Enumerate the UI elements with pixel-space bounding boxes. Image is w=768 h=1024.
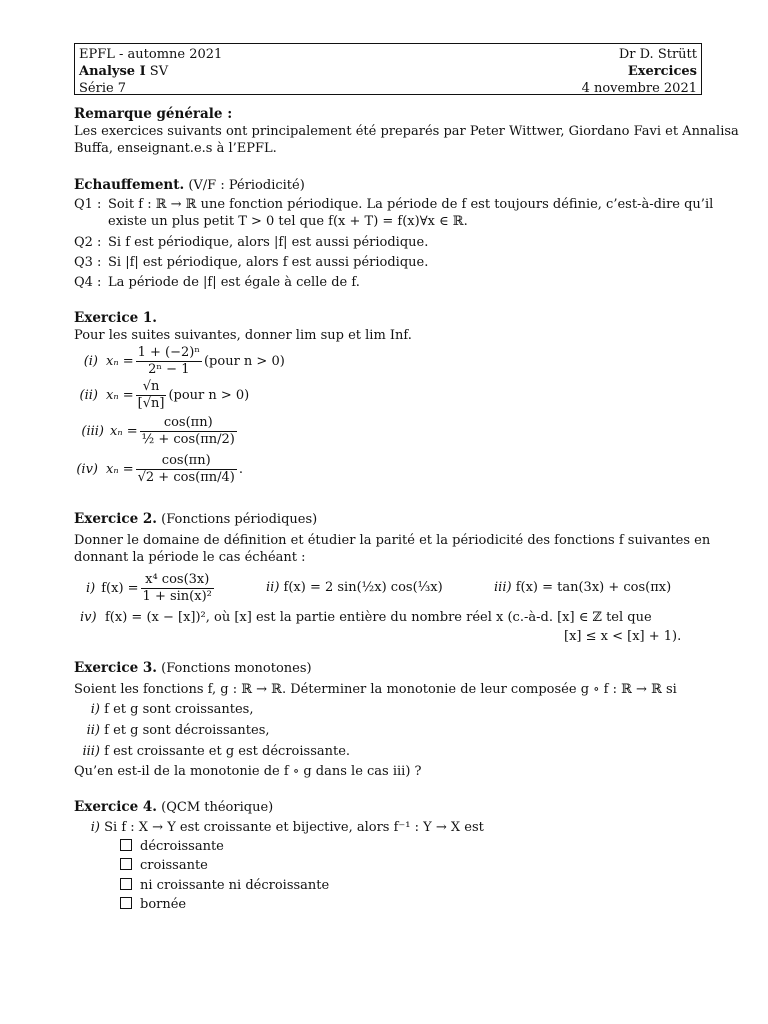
q4-text: La période de |f| est égale à celle de f.: [108, 275, 360, 290]
ex3-item-ii: ii) f et g sont décroissantes,: [86, 723, 270, 738]
ex3-heading: Exercice 3. (Fonctions monotones): [74, 660, 312, 676]
q3-label: Q3 :: [74, 255, 102, 270]
ex3-item-iii: iii) f est croissante et g est décroissante.: [82, 744, 351, 759]
ex1-item-ii: (ii) xₙ = $\frac{√n}{[√n]}$ (pour n > 0): [79, 378, 250, 411]
ex2-item-iv-line-1: f(x) = (x − [x])², où [x] est la partie entière du nombre réel x (c.-à-d. [x] ∈ ℤ tel que: [105, 610, 652, 625]
q1-line-2: existe un plus petit T > 0 tel que f(x + T) = f(x)∀x ∈ ℝ.: [108, 214, 468, 229]
checkbox-icon[interactable]: [120, 839, 132, 851]
q1-label: Q1 :: [74, 197, 102, 212]
q2-text: Si f est périodique, alors |f| est aussi périodique.: [108, 235, 429, 250]
ex2-item-iv-line-2: [x] ≤ x < [x] + 1).: [564, 629, 682, 644]
ex4-option-1[interactable]: décroissante: [120, 837, 224, 856]
checkbox-icon[interactable]: [120, 878, 132, 890]
q1-line-1: Soit f : ℝ → ℝ une fonction périodique. La période de f est toujours définie, c’est-à-dire qu’il: [108, 197, 714, 212]
ex2-item-iv-label: iv): [80, 610, 97, 625]
ex4-option-2[interactable]: croissante: [120, 856, 208, 875]
ex4-heading: Exercice 4. (QCM théorique): [74, 799, 274, 815]
ex2-line-1: Donner le domaine de définition et étudier la parité et la périodicité des fonctions f suivantes en: [74, 533, 711, 548]
q3-text: Si |f| est périodique, alors f est aussi périodique.: [108, 255, 429, 270]
ex4-option-4[interactable]: bornée: [120, 895, 186, 914]
ex1-title: Exercice 1.: [74, 310, 157, 326]
ex3-item-i: i) f et g sont croissantes,: [90, 702, 254, 717]
checkbox-icon[interactable]: [120, 858, 132, 870]
header-course: Analyse I SV: [79, 64, 169, 79]
remarque-title: Remarque générale :: [74, 106, 233, 122]
ex2-item-ii: ii) f(x) = 2 sin(½x) cos(⅓x): [266, 580, 443, 595]
header-institution: EPFL - automne 2021: [79, 47, 223, 62]
ex4-item-i: i) Si f : X → Y est croissante et bijective, alors f⁻¹ : Y → X est: [90, 820, 484, 835]
ex3-intro: Soient les fonctions f, g : ℝ → ℝ. Déterminer la monotonie de leur composée g ∘ f : ℝ → ℝ si: [74, 682, 677, 697]
ex1-item-iii: (iii) xₙ = $\frac{\cos(\pi n)}{\text{½ + cos(πn/2)}}$: [81, 414, 235, 447]
checkbox-icon[interactable]: [120, 897, 132, 909]
ex1-item-iv: (iv) xₙ = $\frac{\cos(\pi n)}{√2 + \cos(\pi n/4)}$ .: [76, 452, 243, 485]
ex2-item-i: i) f(x) = $\frac{\text{x⁴ cos(3x)}}{\text{1 + sin(x)²}}$: [86, 571, 212, 604]
remarque-line-1: Les exercices suivants ont principalement été preparés par Peter Wittwer, Giordano Favi et Annalisa: [74, 124, 739, 139]
ex4-option-3[interactable]: ni croissante ni décroissante: [120, 876, 329, 895]
ex3-outro: Qu’en est-il de la monotonie de f ∘ g dans le cas iii) ?: [74, 764, 422, 779]
ex2-heading: Exercice 2. (Fonctions périodiques): [74, 511, 318, 527]
q2-label: Q2 :: [74, 235, 102, 250]
ex2-line-2: donnant la période le cas échéant :: [74, 550, 306, 565]
echauffement-heading: Echauffement. (V/F : Périodicité): [74, 177, 305, 193]
header-date: 4 novembre 2021: [581, 81, 697, 96]
header-series: Série 7: [79, 81, 127, 96]
header-author: Dr D. Strütt: [618, 47, 697, 62]
ex1-intro: Pour les suites suivantes, donner lim sup et lim Inf.: [74, 328, 412, 343]
header-box: [74, 43, 702, 95]
q4-label: Q4 :: [74, 275, 102, 290]
ex2-item-iii: iii) f(x) = tan(3x) + cos(πx): [494, 580, 672, 595]
remarque-line-2: Buffa, enseignant.e.s à l’EPFL.: [74, 141, 277, 156]
header-type: Exercices: [627, 64, 697, 79]
ex1-item-i: (i) xₙ = $\frac{\text{1 + (−2)ⁿ}}{\text{2ⁿ − 1}}$ (pour n > 0): [83, 344, 285, 377]
